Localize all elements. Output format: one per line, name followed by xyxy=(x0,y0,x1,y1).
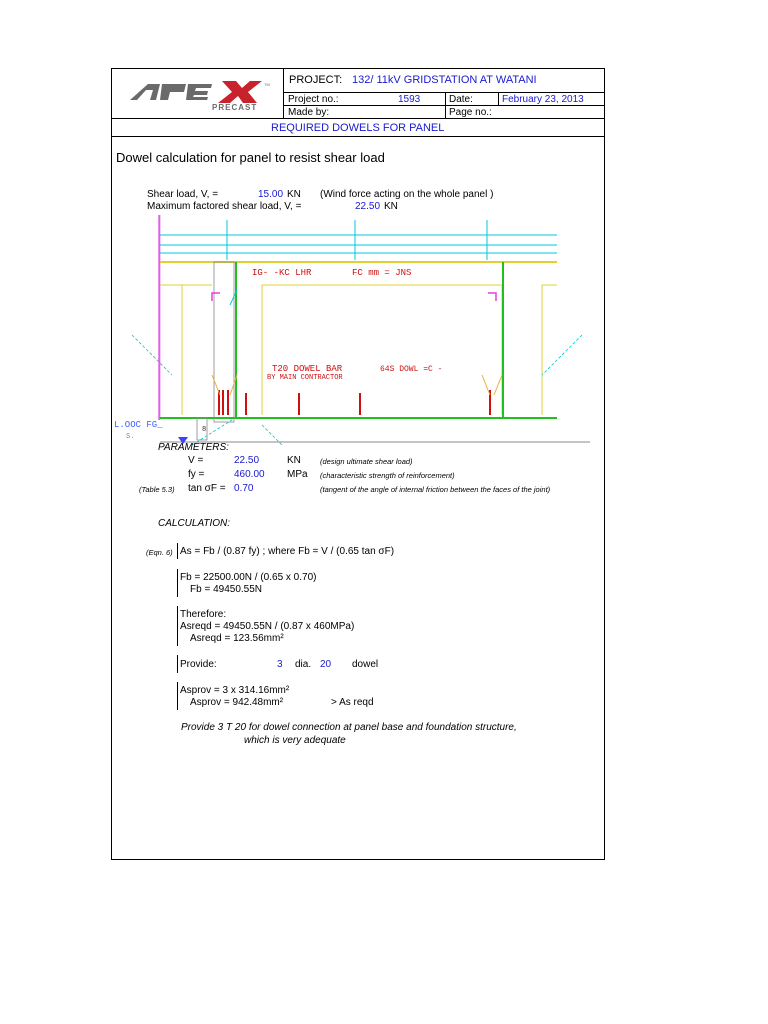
calc-bracket-2 xyxy=(177,569,178,597)
drawing-label-top-left: IG- -KC LHR xyxy=(252,268,312,278)
drawing-label-dowel-3: 64S DOWL =C - xyxy=(380,365,443,374)
eqn-reference: (Eqn. 6) xyxy=(146,548,173,557)
project-no-label: Project no.: xyxy=(288,94,339,105)
provide-qty: 3 xyxy=(277,659,283,670)
provide-dia-label: dia. xyxy=(295,659,312,670)
made-by-label: Made by: xyxy=(288,107,330,118)
header-subject-line xyxy=(112,136,604,137)
panel-section-drawing xyxy=(112,215,604,455)
logo-sub-text: PRECAST xyxy=(212,103,258,112)
header-bottom-line xyxy=(112,118,604,119)
shear-load-value: 15.00 xyxy=(258,189,284,200)
asreqd-line-2: Asreqd = 123.56mm² xyxy=(190,633,284,644)
project-no-value: 1593 xyxy=(398,94,421,105)
asprov-line-2: Asprov = 942.48mm² xyxy=(190,697,284,708)
governing-equation: As = Fb / (0.87 fy) ; where Fb = V / (0.65 tan σF) xyxy=(180,546,395,557)
drawing-label-dowel-2: BY MAIN CONTRACTOR xyxy=(267,374,343,382)
page-no-label: Page no.: xyxy=(449,107,492,118)
project-label: PROJECT: xyxy=(289,74,343,86)
param-value: 460.00 xyxy=(234,469,265,480)
param-unit: KN xyxy=(287,455,301,466)
asprov-line-1: Asprov = 3 x 314.16mm² xyxy=(180,685,290,696)
header-divider-date-value xyxy=(498,92,499,105)
param-unit: MPa xyxy=(287,469,308,480)
param-description: (tangent of the angle of internal friction between the faces of the joint) xyxy=(320,485,551,494)
project-value: 132/ 11kV GRIDSTATION AT WATANI xyxy=(352,74,537,86)
drawing-label-dim: 8 xyxy=(202,426,207,434)
factored-load-label: Maximum factored shear load, V, = xyxy=(147,201,302,212)
param-description: (characteristic strength of reinforcement) xyxy=(320,471,455,480)
fb-line-1: Fb = 22500.00N / (0.65 x 0.70) xyxy=(180,572,317,583)
parameters-heading: PARAMETERS: xyxy=(158,442,229,453)
param-symbol: V = xyxy=(188,455,204,466)
calculation-heading: CALCULATION: xyxy=(158,518,231,529)
provide-type: dowel xyxy=(352,659,379,670)
conclusion-line-2: which is very adequate xyxy=(244,735,346,746)
section-title: Dowel calculation for panel to resist shear load xyxy=(116,150,385,165)
shear-load-note: (Wind force acting on the whole panel ) xyxy=(320,189,494,200)
date-label: Date: xyxy=(449,94,473,105)
date-value: February 23, 2013 xyxy=(502,94,584,105)
calc-bracket-3 xyxy=(177,606,178,646)
apex-precast-logo xyxy=(126,78,276,112)
therefore-label: Therefore: xyxy=(180,609,227,620)
subject-title: REQUIRED DOWELS FOR PANEL xyxy=(271,122,445,134)
header-row-line-1 xyxy=(283,92,604,93)
factored-load-unit: KN xyxy=(384,201,398,212)
drawing-label-left: L.OOC FG_ xyxy=(114,420,163,430)
param-symbol: tan σF = xyxy=(188,483,226,494)
param-description: (design ultimate shear load) xyxy=(320,457,413,466)
header-divider-date xyxy=(445,92,446,118)
logo-tm: TM xyxy=(264,82,270,87)
calc-bracket-4 xyxy=(177,655,178,673)
drawing-label-left-2: S. xyxy=(126,433,135,441)
header-row-line-2 xyxy=(283,105,604,106)
calc-bracket-1 xyxy=(177,543,178,559)
conclusion-line-1: Provide 3 T 20 for dowel connection at panel base and foundation structure, xyxy=(181,722,517,733)
calc-bracket-5 xyxy=(177,682,178,710)
header-divider-vertical xyxy=(283,69,284,119)
param-value: 0.70 xyxy=(234,483,254,494)
asprov-comparison: > As reqd xyxy=(331,697,374,708)
drawing-label-dowel-1: T20 DOWEL BAR xyxy=(272,364,343,374)
fb-line-2: Fb = 49450.55N xyxy=(190,584,262,595)
factored-load-value: 22.50 xyxy=(355,201,381,212)
asreqd-line-1: Asreqd = 49450.55N / (0.87 x 460MPa) xyxy=(180,621,355,632)
param-reference: (Table 5.3) xyxy=(139,485,175,494)
param-value: 22.50 xyxy=(234,455,260,466)
shear-load-unit: KN xyxy=(287,189,301,200)
param-symbol: fy = xyxy=(188,469,205,480)
drawing-label-top-right: FC mm = JNS xyxy=(352,268,412,278)
shear-load-label: Shear load, V, = xyxy=(147,189,219,200)
provide-dia: 20 xyxy=(320,659,332,670)
provide-label: Provide: xyxy=(180,659,217,670)
